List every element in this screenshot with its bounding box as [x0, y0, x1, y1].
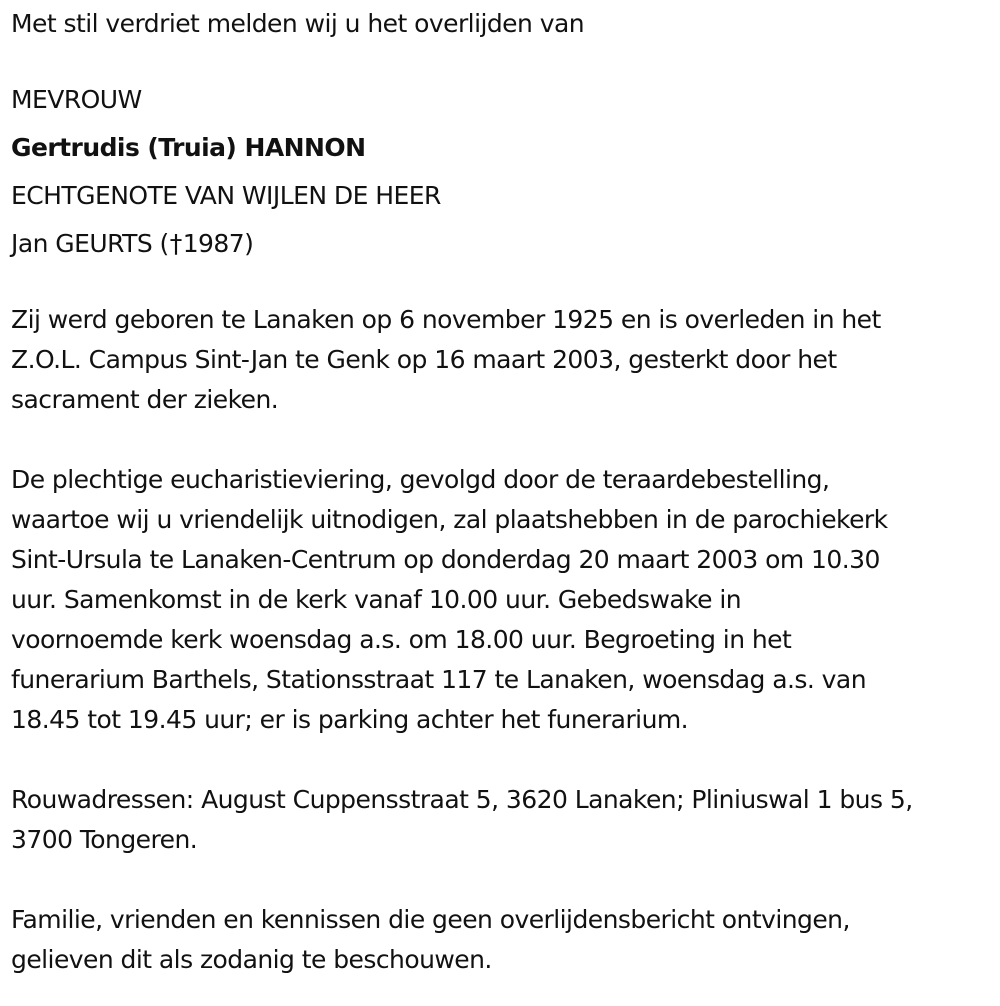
salutation: MEVROUW	[11, 85, 142, 114]
spacer	[11, 740, 996, 780]
paragraph-line: 3700 Tongeren.	[11, 825, 198, 854]
closing-paragraph	[11, 900, 996, 980]
paragraph-line: Sint-Ursula te Lanaken-Centrum op donderdag 20 maart 2003 om 10.30	[11, 545, 880, 574]
spacer	[11, 268, 996, 300]
paragraph-line: waartoe wij u vriendelijk uitnodigen, zal plaatshebben in de parochiekerk	[11, 505, 888, 534]
address-paragraph	[11, 780, 996, 860]
spacer	[11, 860, 996, 900]
paragraph-line: 18.45 tot 19.45 uur; er is parking achter het funerarium.	[11, 705, 689, 734]
deceased-name: Gertrudis (Truia) HANNON	[11, 133, 366, 162]
paragraph-line: Z.O.L. Campus Sint-Jan te Genk op 16 maart 2003, gesterkt door het	[11, 345, 837, 374]
spacer	[11, 420, 996, 460]
paragraph-line: voornoemde kerk woensdag a.s. om 18.00 uur. Begroeting in het	[11, 625, 792, 654]
death-notice	[11, 4, 996, 980]
paragraph-line: funerarium Barthels, Stationsstraat 117 te Lanaken, woensdag a.s. van	[11, 665, 866, 694]
paragraph-line: Rouwadressen: August Cuppensstraat 5, 3620 Lanaken; Pliniuswal 1 bus 5,	[11, 785, 913, 814]
spacer	[11, 44, 996, 76]
intro-line: Met stil verdriet melden wij u het overlijden van	[11, 9, 585, 38]
paragraph-line: uur. Samenkomst in de kerk vanaf 10.00 uur. Gebedswake in	[11, 585, 742, 614]
paragraph-line: sacrament der zieken.	[11, 385, 279, 414]
relation-line: ECHTGENOTE VAN WIJLEN DE HEER	[11, 181, 441, 210]
spouse-name: Jan GEURTS (	[11, 229, 169, 258]
ceremony-paragraph	[11, 460, 996, 740]
name-block	[11, 76, 996, 268]
spouse-death-year: 1987)	[182, 229, 254, 258]
paragraph-line: Zij werd geboren te Lanaken op 6 november 1925 en is overleden in het	[11, 305, 881, 334]
birth-paragraph	[11, 300, 996, 420]
cross-icon: †	[169, 229, 182, 258]
paragraph-line: Familie, vrienden en kennissen die geen overlijdensbericht ontvingen,	[11, 905, 850, 934]
paragraph-line: gelieven dit als zodanig te beschouwen.	[11, 945, 492, 974]
spouse-line	[11, 220, 996, 268]
paragraph-line: De plechtige eucharistieviering, gevolgd door de teraardebestelling,	[11, 465, 830, 494]
